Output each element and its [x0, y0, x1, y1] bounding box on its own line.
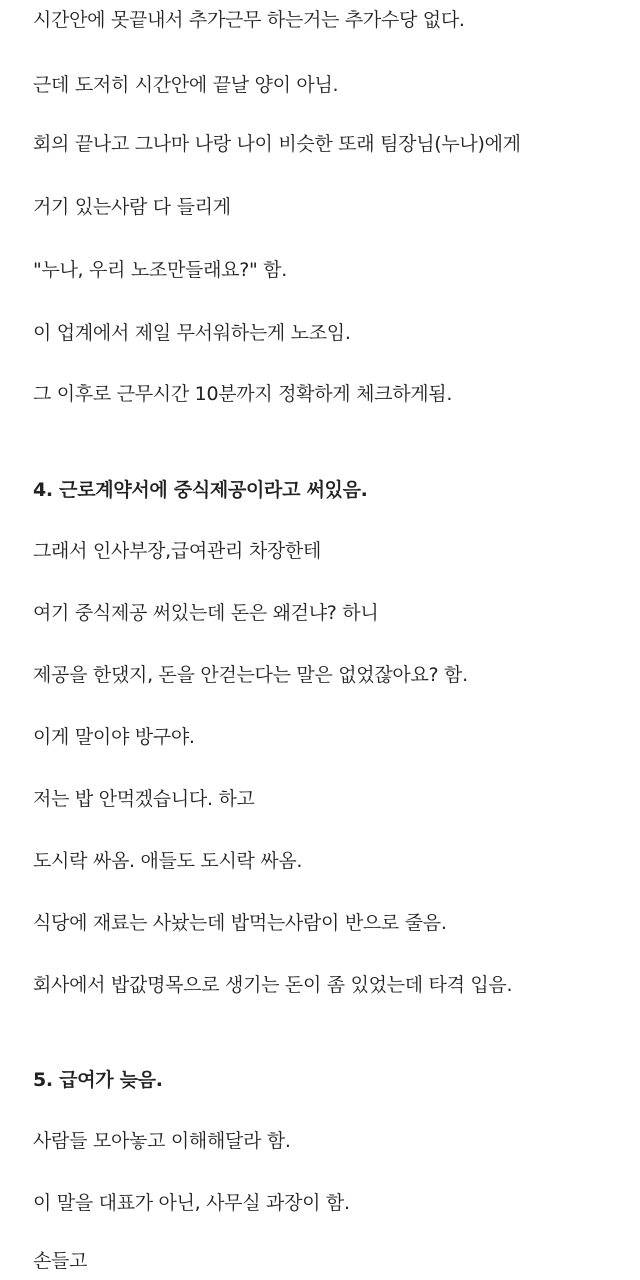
text-line: 그래서 인사부장,급여관리 차장한테 [33, 540, 322, 562]
text-line: 그 이후로 근무시간 10분까지 정확하게 체크하게됨. [33, 383, 453, 405]
text-line: 시간안에 못끝내서 추가근무 하는거는 추가수당 없다. [33, 9, 465, 31]
text-line: 손들고 [33, 1250, 88, 1272]
text-line: 이게 말이야 방구야. [33, 726, 195, 748]
section-heading: 5. 급여가 늦음. [33, 1069, 163, 1091]
text-line: 거기 있는사람 다 들리게 [33, 196, 231, 218]
text-line: 식당에 재료는 사놨는데 밥먹는사람이 반으로 줄음. [33, 912, 447, 934]
text-line: 도시락 싸옴. 애들도 도시락 싸옴. [33, 850, 303, 872]
text-line: 저는 밥 안먹겠습니다. 하고 [33, 788, 255, 810]
text-line: 이 말을 대표가 아닌, 사무실 과장이 함. [33, 1192, 350, 1214]
text-line: 회의 끝나고 그나마 나랑 나이 비슷한 또래 팀장님(누나)에게 [33, 133, 521, 155]
text-line: 회사에서 밥값명목으로 생기는 돈이 좀 있었는데 타격 입음. [33, 974, 513, 996]
text-line: 여기 중식제공 써있는데 돈은 왜걷냐? 하니 [33, 602, 379, 624]
text-line: "누나, 우리 노조만들래요?" 함. [33, 259, 287, 281]
text-line: 사람들 모아놓고 이해해달라 함. [33, 1130, 291, 1152]
text-line: 제공을 한댔지, 돈을 안걷는다는 말은 없었잖아요? 함. [33, 664, 468, 686]
text-line: 근데 도저히 시간안에 끝날 양이 아님. [33, 74, 339, 96]
text-line: 이 업계에서 제일 무서워하는게 노조임. [33, 322, 351, 344]
section-heading: 4. 근로계약서에 중식제공이라고 써있음. [33, 479, 368, 501]
